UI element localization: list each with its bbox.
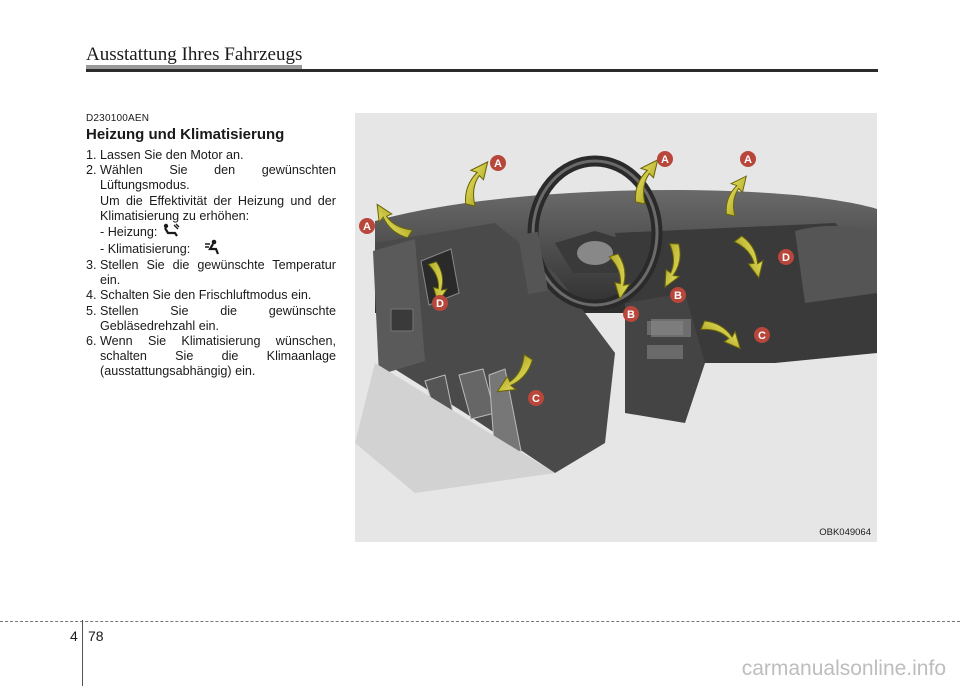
footer-divider (82, 620, 83, 686)
step-number: 6. (86, 334, 97, 349)
footer-rule (0, 621, 960, 622)
section-code: D230100AEN (86, 113, 150, 124)
step-2-note-block (86, 194, 336, 258)
step-item (86, 304, 336, 334)
step-text: Wenn Sie Klimatisierung wünschen, schalten Sie die Klimaanlage (ausstattungsabhängig) ein. (100, 334, 336, 379)
cooling-mode-line (100, 241, 336, 258)
step-item (86, 288, 336, 303)
instruction-column (86, 113, 336, 380)
section-heading: Heizung und Klimatisierung (86, 126, 285, 143)
heating-mode-label: - Heizung: (100, 224, 158, 239)
chapter-number: 4 (70, 628, 78, 644)
step-number: 4. (86, 288, 97, 303)
step-list (86, 148, 336, 380)
page-number: 78 (88, 628, 104, 644)
figure-label: C (758, 330, 766, 342)
figure-label: D (436, 298, 444, 310)
figure-label: C (532, 393, 540, 405)
face-vent-icon (204, 239, 222, 259)
figure-label: A (494, 158, 502, 170)
step-number: 3. (86, 258, 97, 273)
figure-code: OBK049064 (819, 527, 871, 538)
figure-label: D (782, 252, 790, 264)
floor-vent-icon (162, 223, 180, 241)
step-text: Wählen Sie den gewünschten Lüftungsmodus. (100, 163, 336, 193)
figure-label: A (363, 221, 371, 233)
dashboard-airflow-figure (355, 113, 877, 542)
figure-label: A (744, 154, 752, 166)
figure-label: A (661, 154, 669, 166)
page-header-title: Ausstattung Ihres Fahrzeugs (86, 44, 303, 65)
header-rule (86, 69, 878, 72)
step-item (86, 163, 336, 193)
step-item (86, 334, 336, 380)
step-2-note: Um die Effektivität der Heizung und der Klimatisierung zu erhöhen: (100, 193, 336, 223)
step-number: 5. (86, 303, 97, 318)
step-text: Stellen Sie die gewünschte Gebläsedrehzahl ein. (100, 303, 336, 333)
dashboard-illustration (355, 113, 877, 542)
figure-label: B (627, 309, 635, 321)
cooling-mode-label: - Klimatisierung: (100, 241, 191, 256)
step-text: Schalten Sie den Frischluftmodus ein. (100, 288, 312, 303)
figure-label: B (674, 290, 682, 302)
step-text: Stellen Sie die gewünschte Temperatur ein. (100, 258, 336, 288)
step-number: 1. (86, 148, 97, 162)
step-text: Lassen Sie den Motor an. (100, 148, 244, 162)
step-item (86, 148, 336, 163)
step-item (86, 258, 336, 288)
watermark: carmanualsonline.info (741, 657, 946, 680)
step-number: 2. (86, 163, 97, 178)
